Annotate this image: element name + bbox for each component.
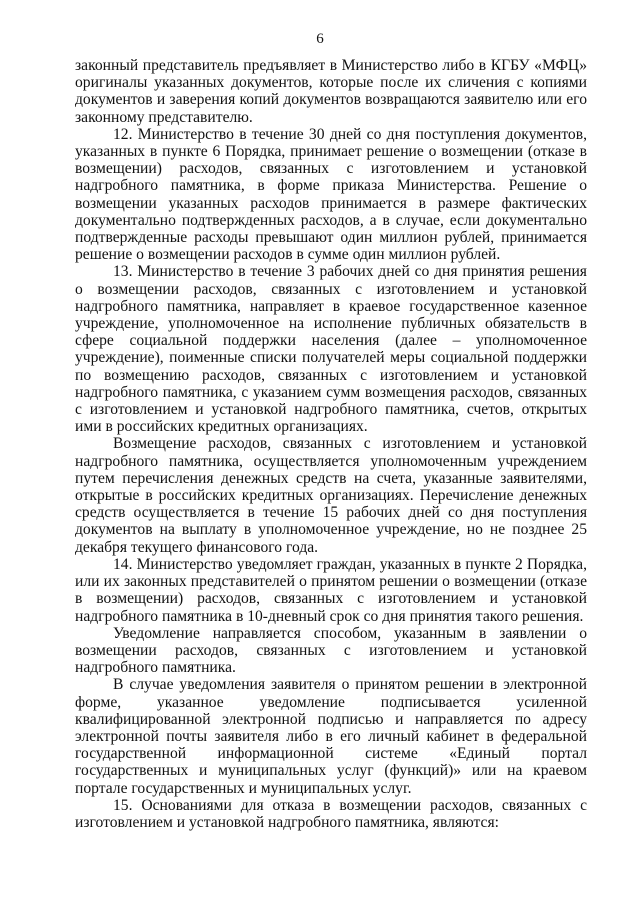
paragraph-continuation: законный представитель предъявляет в Министерство либо в КГБУ «МФЦ» оригиналы указанных документов, которые после их сличения с копиями документов и заверения копий документов возвращаются заявителю или его законному представителю.	[75, 57, 587, 126]
paragraph-item-13: 13. Министерство в течение 3 рабочих дней со дня принятия решения о возмещении расходов, связанных с изготовлением и установкой надгробного памятника, направляет в краевое государственное казенное учреждение, уполномоченное на исполнение публичных обязательств в сфере социальной поддержки населения (далее – уполномоченное учреждение), поименные списки получателей меры социальной поддержки по возмещению расходов, связанных с изготовлением и установкой надгробного памятника, с указанием сумм возмещения расходов, связанных с изготовлением и установкой надгробного памятника, счетов, открытых ими в российских кредитных организациях.	[75, 263, 587, 436]
paragraph-item-15: 15. Основаниями для отказа в возмещении расходов, связанных с изготовлением и установкой надгробного памятника, являются:	[75, 796, 587, 831]
paragraph-notification-method: Уведомление направляется способом, указанным в заявлении о возмещении расходов, связанных с изготовлением и установкой надгробного памятника.	[75, 624, 587, 677]
paragraph-item-12: 12. Министерство в течение 30 дней со дня поступления документов, указанных в пункте 6 Порядка, принимает решение о возмещении (отказе в возмещении) расходов, связанных с изготовлением и установкой надгробного памятника, в форме приказа Министерства. Решение о возмещении указанных расходов принимается в размере фактических документально подтвержденных расходов, а в случае, если документально подтвержденные расходы превышают один миллион рублей, принимается решение о возмещении расходов в сумме один миллион рублей.	[75, 125, 587, 264]
paragraph-item-14: 14. Министерство уведомляет граждан, указанных в пункте 2 Порядка, или их законных представителей о принятом решении о возмещении (отказе в возмещении) расходов, связанных с изготовлением и установкой надгробного памятника в 10-дневный срок со дня принятия такого решения.	[75, 555, 587, 625]
page-number: 6	[316, 31, 324, 47]
paragraph-reimbursement: Возмещение расходов, связанных с изготовлением и установкой надгробного памятника, осуществляется уполномоченным учреждением путем перечисления денежных средств на счета, указанные заявителями, открытые в российских кредитных организациях. Перечисление денежных средств осуществляется в течение 15 рабочих дней со дня поступления документов на выплату в уполномоченное учреждение, но не позднее 25 декабря текущего финансового года.	[75, 435, 587, 556]
paragraph-electronic-notification: В случае уведомления заявителя о принятом решении в электронной форме, указанное уведомление подписывается усиленной квалифицированной электронной подписью и направляется по адресу электронной почты заявителя либо в его личный кабинет в федеральной государственной информационной системе «Единый портал государственных и муниципальных услуг (функций)» или на краевом портале государственных и муниципальных услуг.	[75, 676, 587, 797]
document-body	[75, 57, 587, 831]
